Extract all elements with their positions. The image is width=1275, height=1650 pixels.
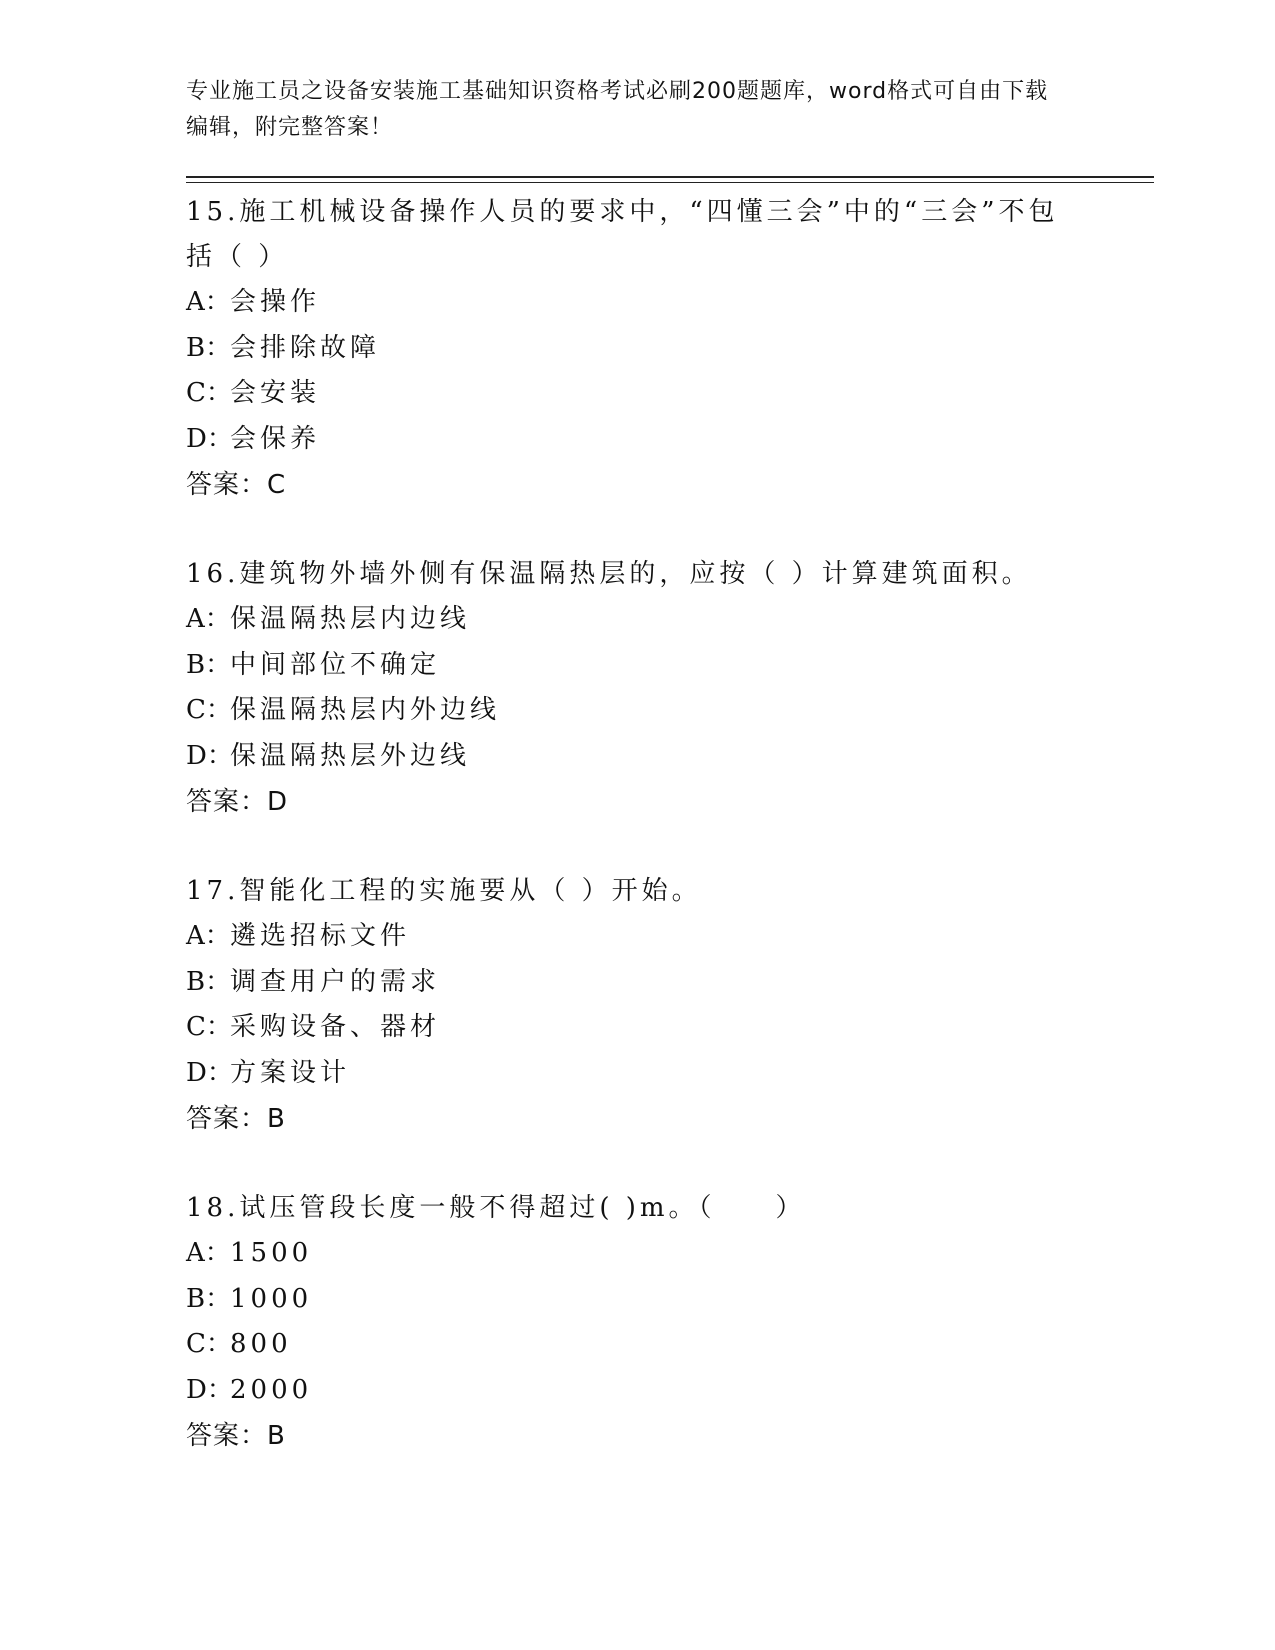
answer-line: 答案：B [186, 1104, 286, 1134]
option-text: 采购设备、器材 [230, 1012, 441, 1042]
option-letter: D： [186, 423, 233, 454]
option-text: 会安装 [230, 378, 321, 408]
option-text: 保温隔热层外边线 [230, 740, 471, 771]
option-letter: D： [186, 1374, 233, 1405]
option-d [186, 417, 1086, 463]
option-d [186, 734, 1086, 780]
question-text: 17.智能化工程的实施要从（ ）开始。 [186, 876, 702, 906]
question-18 [186, 1186, 1086, 1459]
option-letter: C： [186, 1012, 232, 1042]
option-letter: C： [186, 378, 232, 408]
option-b [186, 1277, 1086, 1323]
header-divider-thin [186, 182, 1154, 183]
option-text: 会操作 [230, 287, 321, 317]
option-letter: A： [186, 287, 231, 317]
option-text: 中间部位不确定 [230, 649, 441, 680]
option-a [186, 1231, 1086, 1277]
option-letter: B： [186, 332, 232, 363]
question-text: 16.建筑物外墙外侧有保温隔热层的，应按（ ）计算建筑面积。 [186, 559, 1032, 589]
option-text: 会排除故障 [230, 332, 381, 363]
option-c [186, 371, 1086, 417]
option-text: 800 [230, 1329, 292, 1359]
question-17 [186, 869, 1086, 1142]
question-15 [186, 190, 1086, 508]
option-text: 1500 [230, 1238, 313, 1268]
option-text: 调查用户的需求 [230, 966, 441, 997]
option-letter: C： [186, 695, 232, 725]
option-a [186, 280, 1086, 326]
option-a [186, 597, 1086, 643]
answer-line: 答案：B [186, 1421, 286, 1451]
question-list [186, 190, 1086, 1503]
answer-line: 答案：D [186, 787, 289, 817]
option-letter: A： [186, 604, 231, 634]
option-b [186, 643, 1086, 689]
option-c [186, 1005, 1086, 1051]
option-letter: B： [186, 966, 232, 997]
option-text: 方案设计 [230, 1057, 351, 1088]
option-text: 2000 [230, 1374, 313, 1405]
document-header: 专业施工员之设备安装施工基础知识资格考试必刷200题题库，word格式可自由下载编辑，附完整答案！ [186, 79, 1049, 140]
option-text: 会保养 [230, 423, 321, 454]
option-d [186, 1368, 1086, 1414]
option-letter: D： [186, 1057, 233, 1088]
option-a [186, 914, 1086, 960]
option-c [186, 688, 1086, 734]
option-text: 保温隔热层内边线 [230, 604, 471, 634]
option-text: 1000 [230, 1283, 313, 1314]
option-letter: B： [186, 1283, 232, 1314]
option-d [186, 1051, 1086, 1097]
question-text: 18.试压管段长度一般不得超过( )m。（ ） [186, 1193, 806, 1223]
option-letter: A： [186, 921, 231, 951]
question-16 [186, 552, 1086, 825]
option-letter: C： [186, 1329, 232, 1359]
option-letter: D： [186, 740, 233, 771]
option-c [186, 1322, 1086, 1368]
option-b [186, 960, 1086, 1006]
option-text: 保温隔热层内外边线 [230, 695, 501, 725]
question-text: 15.施工机械设备操作人员的要求中，“四懂三会”中的“三会”不包括（ ） [186, 197, 1059, 272]
option-letter: A： [186, 1238, 231, 1268]
header-divider-thick [186, 176, 1154, 178]
answer-line: 答案：C [186, 470, 287, 500]
option-letter: B： [186, 649, 232, 680]
option-b [186, 326, 1086, 372]
option-text: 遴选招标文件 [230, 921, 411, 951]
